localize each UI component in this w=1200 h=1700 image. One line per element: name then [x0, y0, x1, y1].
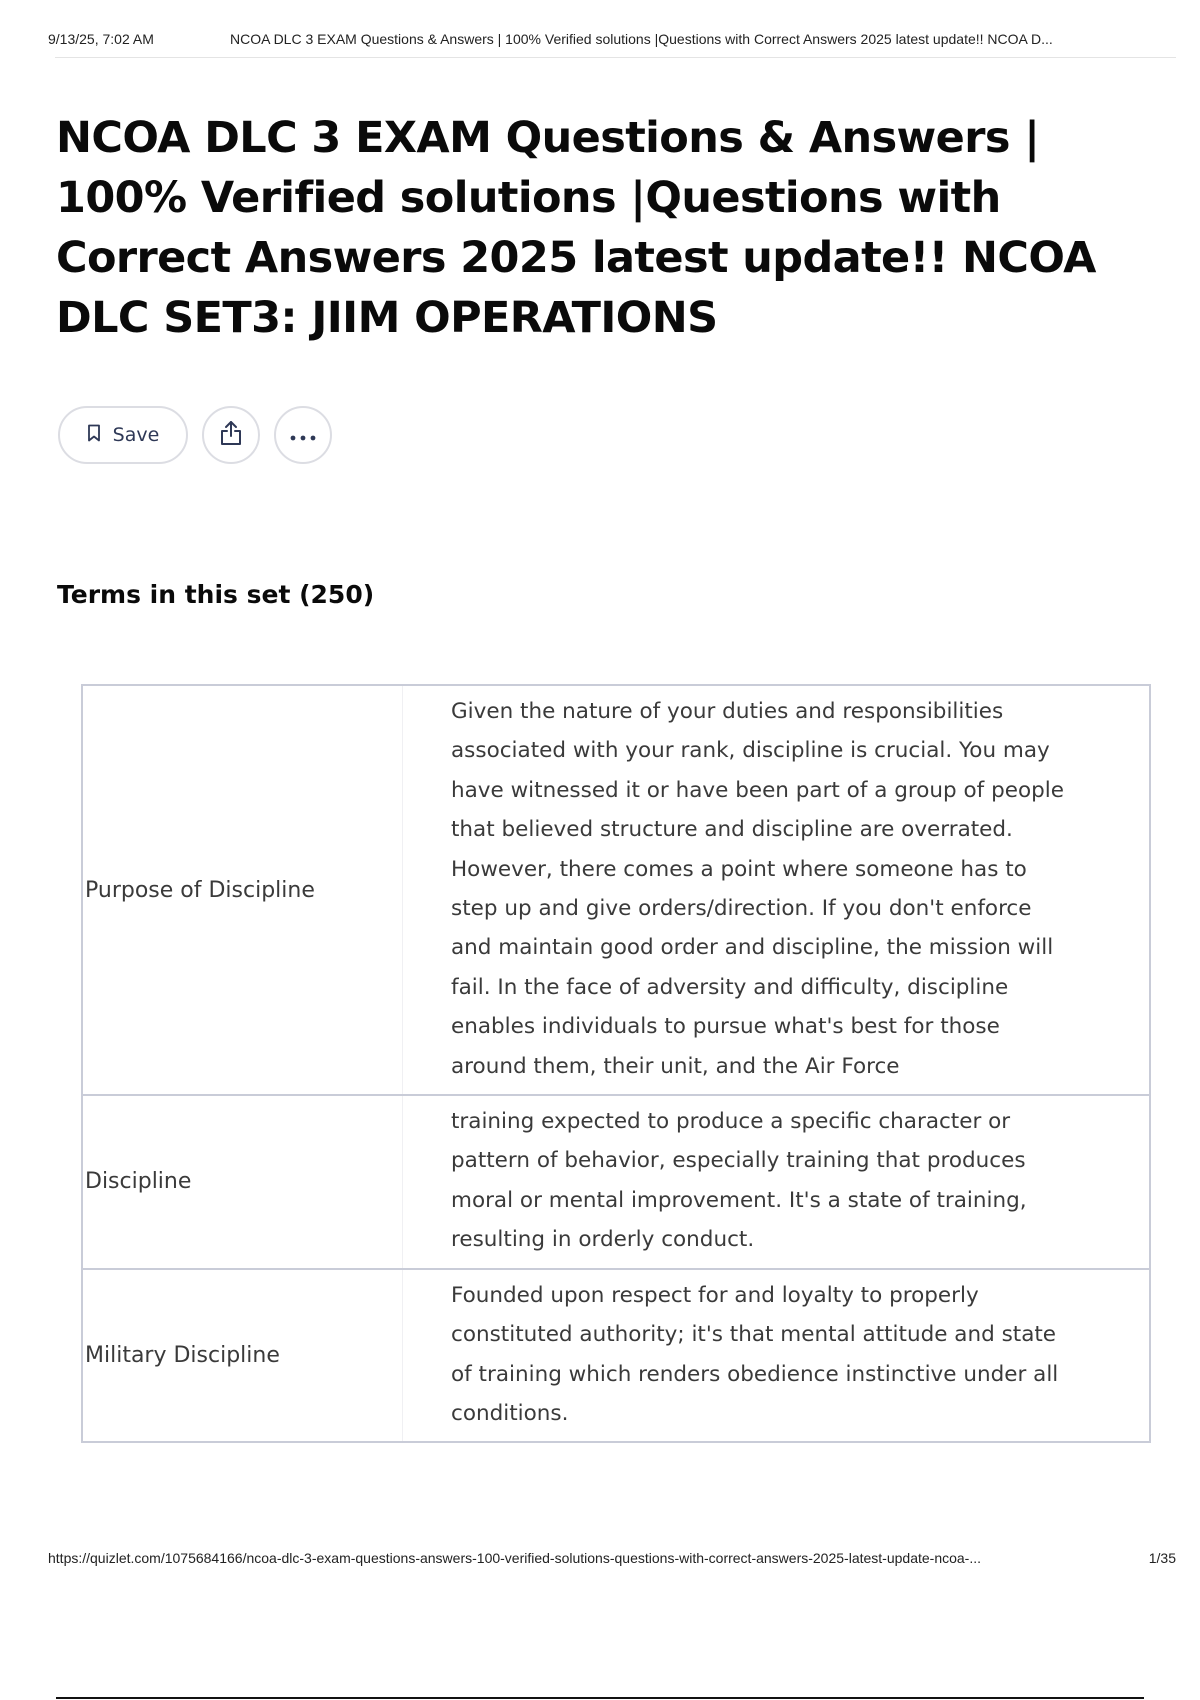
term-row — [81, 1094, 1151, 1270]
page-url[interactable]: https://quizlet.com/1075684166/ncoa-dlc-3-exam-questions-answers-100-verified-solutions-questions-with-correct-answers-2025-latest-update-ncoa-... — [48, 1550, 982, 1566]
share-button[interactable] — [202, 406, 260, 464]
term-word: Purpose of Discipline — [83, 686, 403, 1094]
term-definition: Given the nature of your duties and responsibilities associated with your rank, discipline is crucial. You may have witnessed it or have been part of a group of people that believed structure and discipline are overrated. However, there comes a point where someone has to step up and give orders/direction. If you don't enforce and maintain good order and discipline, the mission will fail. In the face of adversity and difficulty, discipline enables individuals to pursue what's best for those around them, their unit, and the Air Force — [451, 699, 1064, 1079]
action-bar — [58, 406, 332, 464]
share-icon — [219, 420, 243, 450]
more-icon — [290, 426, 316, 445]
page-number: 1/35 — [1148, 1550, 1176, 1566]
print-doc-title: NCOA DLC 3 EXAM Questions & Answers | 100% Verified solutions |Questions with Correct Answers 2025 latest update!! NCOA D... — [230, 31, 1053, 47]
page-bottom-divider — [56, 1697, 1144, 1699]
more-options-button[interactable] — [274, 406, 332, 464]
header-divider — [55, 57, 1176, 58]
save-button-label: Save — [112, 424, 160, 446]
term-definition: training expected to produce a specific character or pattern of behavior, especially training that produces moral or mental improvement. It's a state of training, resulting in orderly conduct. — [451, 1109, 1027, 1253]
page-title: NCOA DLC 3 EXAM Questions & Answers | 100% Verified solutions |Questions with Correct Answers 2025 latest update!! NCOA DLC SET3: JIIM OPERATIONS — [56, 113, 1096, 343]
term-row — [81, 684, 1151, 1096]
term-word: Discipline — [83, 1096, 403, 1268]
bookmark-icon — [87, 424, 101, 447]
print-footer — [48, 1548, 1176, 1568]
save-button[interactable] — [58, 406, 188, 464]
term-definition: Founded upon respect for and loyalty to properly constituted authority; it's that mental attitude and state of training which renders obedience instinctive under all conditions. — [451, 1282, 1059, 1426]
terms-table — [81, 684, 1151, 1443]
term-word: Military Discipline — [83, 1270, 403, 1442]
print-header — [48, 28, 1176, 50]
term-row — [81, 1268, 1151, 1444]
terms-heading: Terms in this set (250) — [57, 580, 375, 609]
print-datetime: 9/13/25, 7:02 AM — [48, 31, 154, 47]
